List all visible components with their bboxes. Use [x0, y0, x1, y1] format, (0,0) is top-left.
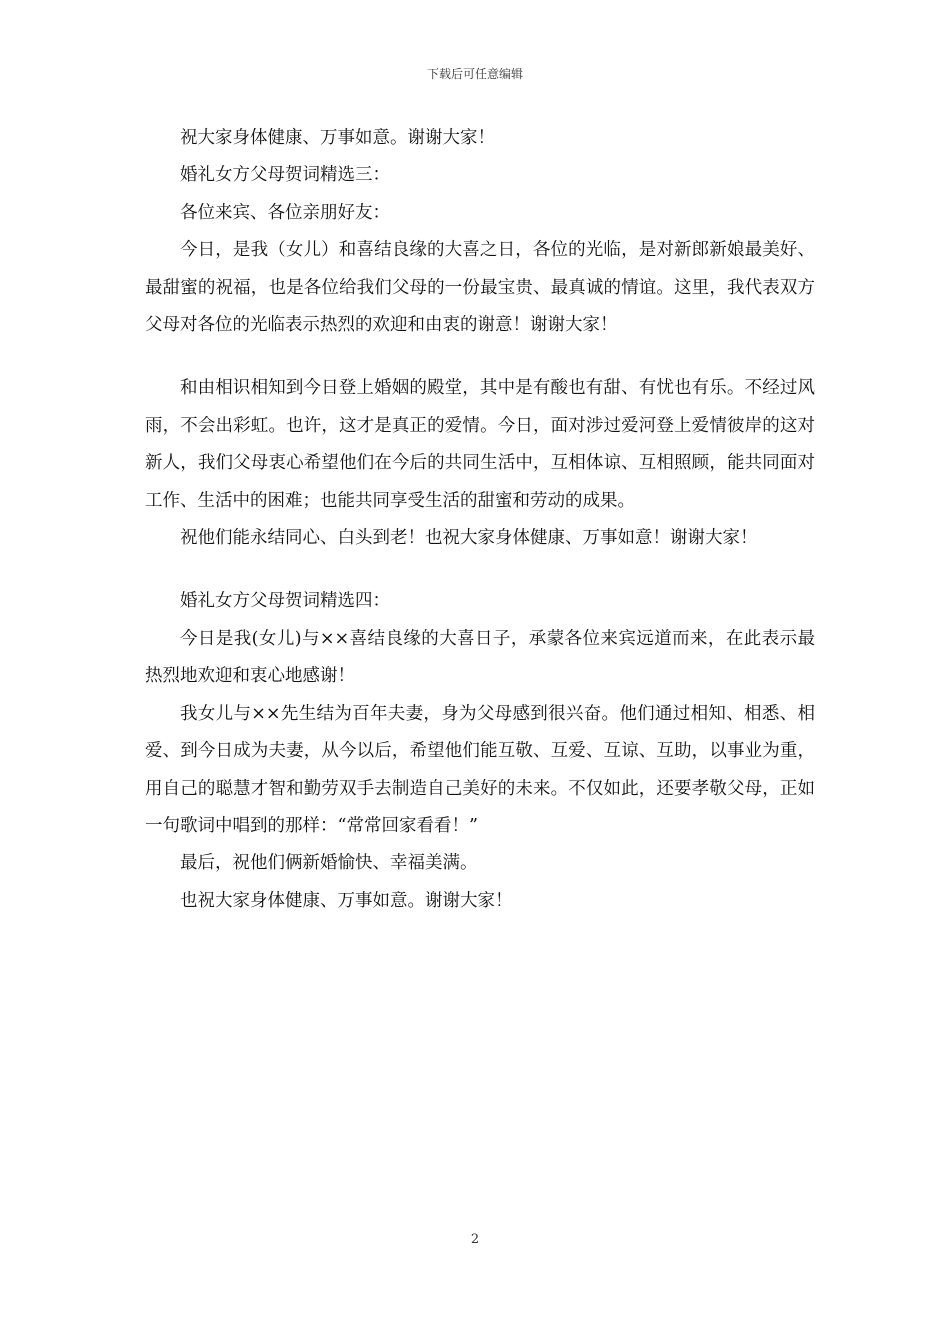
paragraph-final-wish: 最后，祝他们俩新婚愉快、幸福美满。 — [180, 853, 478, 874]
page-header: 下载后可任意编辑 — [426, 67, 523, 81]
paragraph-closing-wish-1: 祝大家身体健康、万事如意。谢谢大家！ — [180, 128, 495, 148]
document-body — [145, 120, 815, 920]
salutation: 各位来宾、各位亲朋好友： — [180, 202, 390, 223]
section-heading-4: 婚礼女方父母贺词精选四： — [180, 591, 390, 612]
paragraph-love-story: 和由相识相知到今日登上婚姻的殿堂，其中是有酸也有甜、有忧也有乐。不经过风雨，不会出彩虹。也许，这才是真正的爱情。今日，面对涉过爱河登上爱情彼岸的这对新人，我们父母衷心希望他们在今后的共同生活中，互相体谅、互相照顾，能共同面对工作、生活中的困难；也能共同享受生活的甜蜜和劳动的成果。 — [145, 378, 815, 511]
page-number: 2 — [470, 1232, 480, 1247]
paragraph-hopes: 我女儿与××先生结为百年夫妻，身为父母感到很兴奋。他们通过相知、相悉、相爱、到今日成为夫妻，从今以后，希望他们能互敬、互爱、互谅、互助，以事业为重，用自己的聪慧才智和勤劳双手去制造自己美好的未来。不仅如此，还要孝敬父母，正如一句歌词中唱到的那样：“常常回家看看！” — [145, 703, 815, 836]
paragraph-welcome: 今日，是我（女儿）和喜结良缘的大喜之日，各位的光临，是对新郎新娘最美好、最甜蜜的祝福，也是各位给我们父母的一份最宝贵、最真诚的情谊。这里，我代表双方父母对各位的光临表示热烈的欢迎和由衷的谢意！谢谢大家！ — [145, 240, 815, 336]
paragraph-blessing: 祝他们能永结同心、白头到老！也祝大家身体健康、万事如意！谢谢大家！ — [180, 528, 758, 549]
spacer — [145, 344, 815, 370]
section-heading-3: 婚礼女方父母贺词精选三： — [180, 165, 390, 186]
spacer — [145, 557, 815, 583]
paragraph-thanks-guests: 今日是我(女儿)与××喜结良缘的大喜日子，承蒙各位来宾远道而来，在此表示最热烈地欢迎和衷心地感谢！ — [145, 628, 815, 687]
paragraph-closing-wish-2: 也祝大家身体健康、万事如意。谢谢大家！ — [180, 890, 513, 911]
